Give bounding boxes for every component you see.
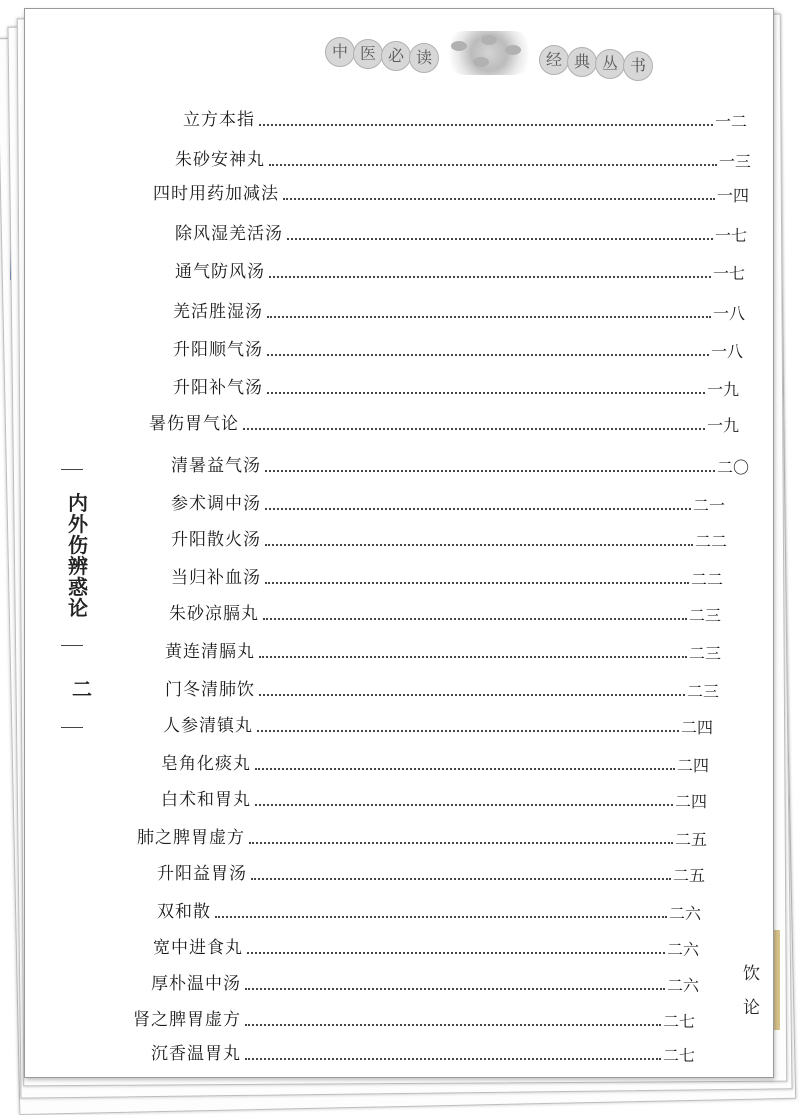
toc-leader-dots — [245, 1058, 661, 1060]
toc-leader-dots — [243, 428, 705, 430]
toc-entry-page: 二七 — [662, 1012, 695, 1031]
toc-leader-dots — [259, 656, 687, 658]
toc-entry — [183, 107, 747, 133]
toc-entry-title: 升阳顺气汤 — [173, 340, 263, 360]
toc-entry — [165, 677, 719, 703]
toc-entry — [165, 639, 721, 665]
toc-entry-title: 门冬清肺饮 — [165, 680, 255, 700]
toc-entry — [161, 787, 707, 813]
toc-entry — [175, 259, 745, 285]
toc-entry-page: 一七 — [712, 264, 745, 283]
toc-leader-dots — [265, 508, 691, 510]
toc-entry-page: 二六 — [668, 904, 701, 923]
toc-leader-dots — [259, 694, 685, 696]
toc-entry-title: 宽中进食丸 — [153, 938, 243, 958]
toc-entry — [173, 299, 745, 325]
toc-entry-page: 一八 — [712, 304, 745, 323]
toc-entry-title: 人参清镇丸 — [163, 716, 253, 736]
header-badge: 丛 — [595, 49, 625, 79]
toc-entry-page: 二三 — [686, 682, 719, 701]
toc-entry-title: 双和散 — [157, 902, 211, 922]
toc-leader-dots — [247, 952, 665, 954]
toc-leader-dots — [245, 988, 665, 990]
toc-entry — [161, 751, 709, 777]
toc-entry-page: 二四 — [676, 756, 709, 775]
toc-leader-dots — [257, 730, 679, 732]
toc-leader-dots — [263, 618, 687, 620]
toc-leader-dots — [215, 916, 667, 918]
toc-entry-page: 二六 — [666, 940, 699, 959]
right-edge-text — [743, 957, 771, 1025]
toc-entry-page: 二一 — [692, 496, 725, 515]
toc-entry-title: 当归补血汤 — [171, 568, 261, 588]
toc-entry-page: 二四 — [680, 718, 713, 737]
toc-entry — [153, 935, 699, 961]
toc-entry-title: 黄连清膈丸 — [165, 642, 255, 662]
toc-entry — [133, 1007, 695, 1033]
toc-entry-title: 清暑益气汤 — [171, 456, 261, 476]
toc-entry-page: 一七 — [714, 226, 747, 245]
side-rule-middle — [61, 645, 83, 646]
toc-leader-dots — [251, 878, 671, 880]
toc-entry-page: 一三 — [718, 152, 751, 171]
toc-entry-title: 羌活胜湿汤 — [173, 302, 263, 322]
header-badge: 中 — [325, 37, 355, 67]
toc-entry — [151, 971, 699, 997]
toc-leader-dots — [283, 198, 715, 200]
header-badge: 典 — [567, 47, 597, 77]
toc-entry-page: 二七 — [662, 1046, 695, 1065]
toc-entry — [175, 147, 751, 173]
toc-entry-title: 朱砂安神丸 — [175, 150, 265, 170]
toc-entry — [175, 221, 747, 247]
toc-entry — [171, 453, 749, 479]
toc-leader-dots — [287, 238, 713, 240]
toc-entry-title: 白术和胃丸 — [161, 790, 251, 810]
toc-leader-dots — [255, 768, 675, 770]
toc-entry-title: 升阳散火汤 — [171, 530, 261, 550]
flower-ornament-icon — [443, 31, 535, 75]
toc-entry-title: 通气防风汤 — [175, 262, 265, 282]
toc-entry — [171, 565, 723, 591]
toc-entry-page: 二二 — [690, 570, 723, 589]
header-badge: 必 — [381, 41, 411, 71]
toc-entry-page: 一八 — [710, 342, 743, 361]
toc-entry-title: 升阳补气汤 — [173, 378, 263, 398]
toc-entry-page: 二〇 — [716, 458, 749, 477]
side-rule-top — [61, 469, 83, 470]
toc-leader-dots — [265, 470, 715, 472]
toc-entry-title: 暑伤胃气论 — [149, 414, 239, 434]
header-badge: 读 — [409, 43, 439, 73]
toc-entry — [137, 825, 707, 851]
toc-entry — [157, 861, 705, 887]
toc-entry — [173, 337, 743, 363]
side-book-title: 内外伤辨惑论 — [68, 491, 88, 620]
toc-leader-dots — [249, 842, 673, 844]
toc-entry — [171, 527, 727, 553]
toc-entry — [153, 181, 749, 207]
toc-leader-dots — [265, 544, 693, 546]
toc-entry-page: 一二 — [714, 112, 747, 131]
side-page-number: 二 — [72, 677, 92, 701]
toc-leader-dots — [269, 164, 717, 166]
toc-entry — [163, 713, 713, 739]
right-edge-char: 饮 — [743, 964, 760, 984]
toc-page — [24, 8, 774, 1078]
header-badge: 经 — [539, 45, 569, 75]
toc-entry-page: 二五 — [672, 866, 705, 885]
toc-leader-dots — [267, 316, 711, 318]
toc-entry-page: 一九 — [706, 416, 739, 435]
toc-entry-title: 四时用药加减法 — [153, 184, 279, 204]
toc-entry-title: 肺之脾胃虚方 — [137, 828, 245, 848]
toc-entry-page: 二四 — [674, 792, 707, 811]
toc-entry-page: 二二 — [694, 532, 727, 551]
toc-leader-dots — [245, 1024, 661, 1026]
toc-entry-page: 二三 — [688, 606, 721, 625]
toc-entry-page: 二六 — [666, 976, 699, 995]
toc-entry-page: 一四 — [716, 186, 749, 205]
toc-entry-title: 沉香温胃丸 — [151, 1044, 241, 1064]
toc-entry — [149, 411, 739, 437]
toc-entry — [151, 1041, 695, 1067]
toc-entry — [173, 375, 739, 401]
toc-entry-title: 朱砂凉膈丸 — [169, 604, 259, 624]
toc-entry-title: 厚朴温中汤 — [151, 974, 241, 994]
toc-entry-title: 皂角化痰丸 — [161, 754, 251, 774]
toc-leader-dots — [269, 276, 711, 278]
toc-entry — [169, 601, 721, 627]
toc-leader-dots — [255, 804, 673, 806]
toc-entry — [157, 899, 701, 925]
header-badge: 医 — [353, 39, 383, 69]
series-header — [325, 31, 645, 79]
toc-leader-dots — [265, 582, 689, 584]
right-edge-char: 论 — [743, 998, 760, 1018]
toc-leader-dots — [267, 392, 705, 394]
toc-entry-page: 二五 — [674, 830, 707, 849]
toc-entry-title: 立方本指 — [183, 110, 255, 130]
toc-entry-title: 升阳益胃汤 — [157, 864, 247, 884]
toc-leader-dots — [267, 354, 709, 356]
toc-leader-dots — [259, 124, 713, 126]
toc-entry — [171, 491, 725, 517]
toc-entry-title: 除风湿羌活汤 — [175, 224, 283, 244]
header-badge: 书 — [623, 51, 653, 81]
side-rule-bottom — [61, 727, 83, 728]
toc-entry-page: 二三 — [688, 644, 721, 663]
toc-entry-page: 一九 — [706, 380, 739, 399]
toc-entry-title: 肾之脾胃虚方 — [133, 1010, 241, 1030]
toc-entry-title: 参术调中汤 — [171, 494, 261, 514]
